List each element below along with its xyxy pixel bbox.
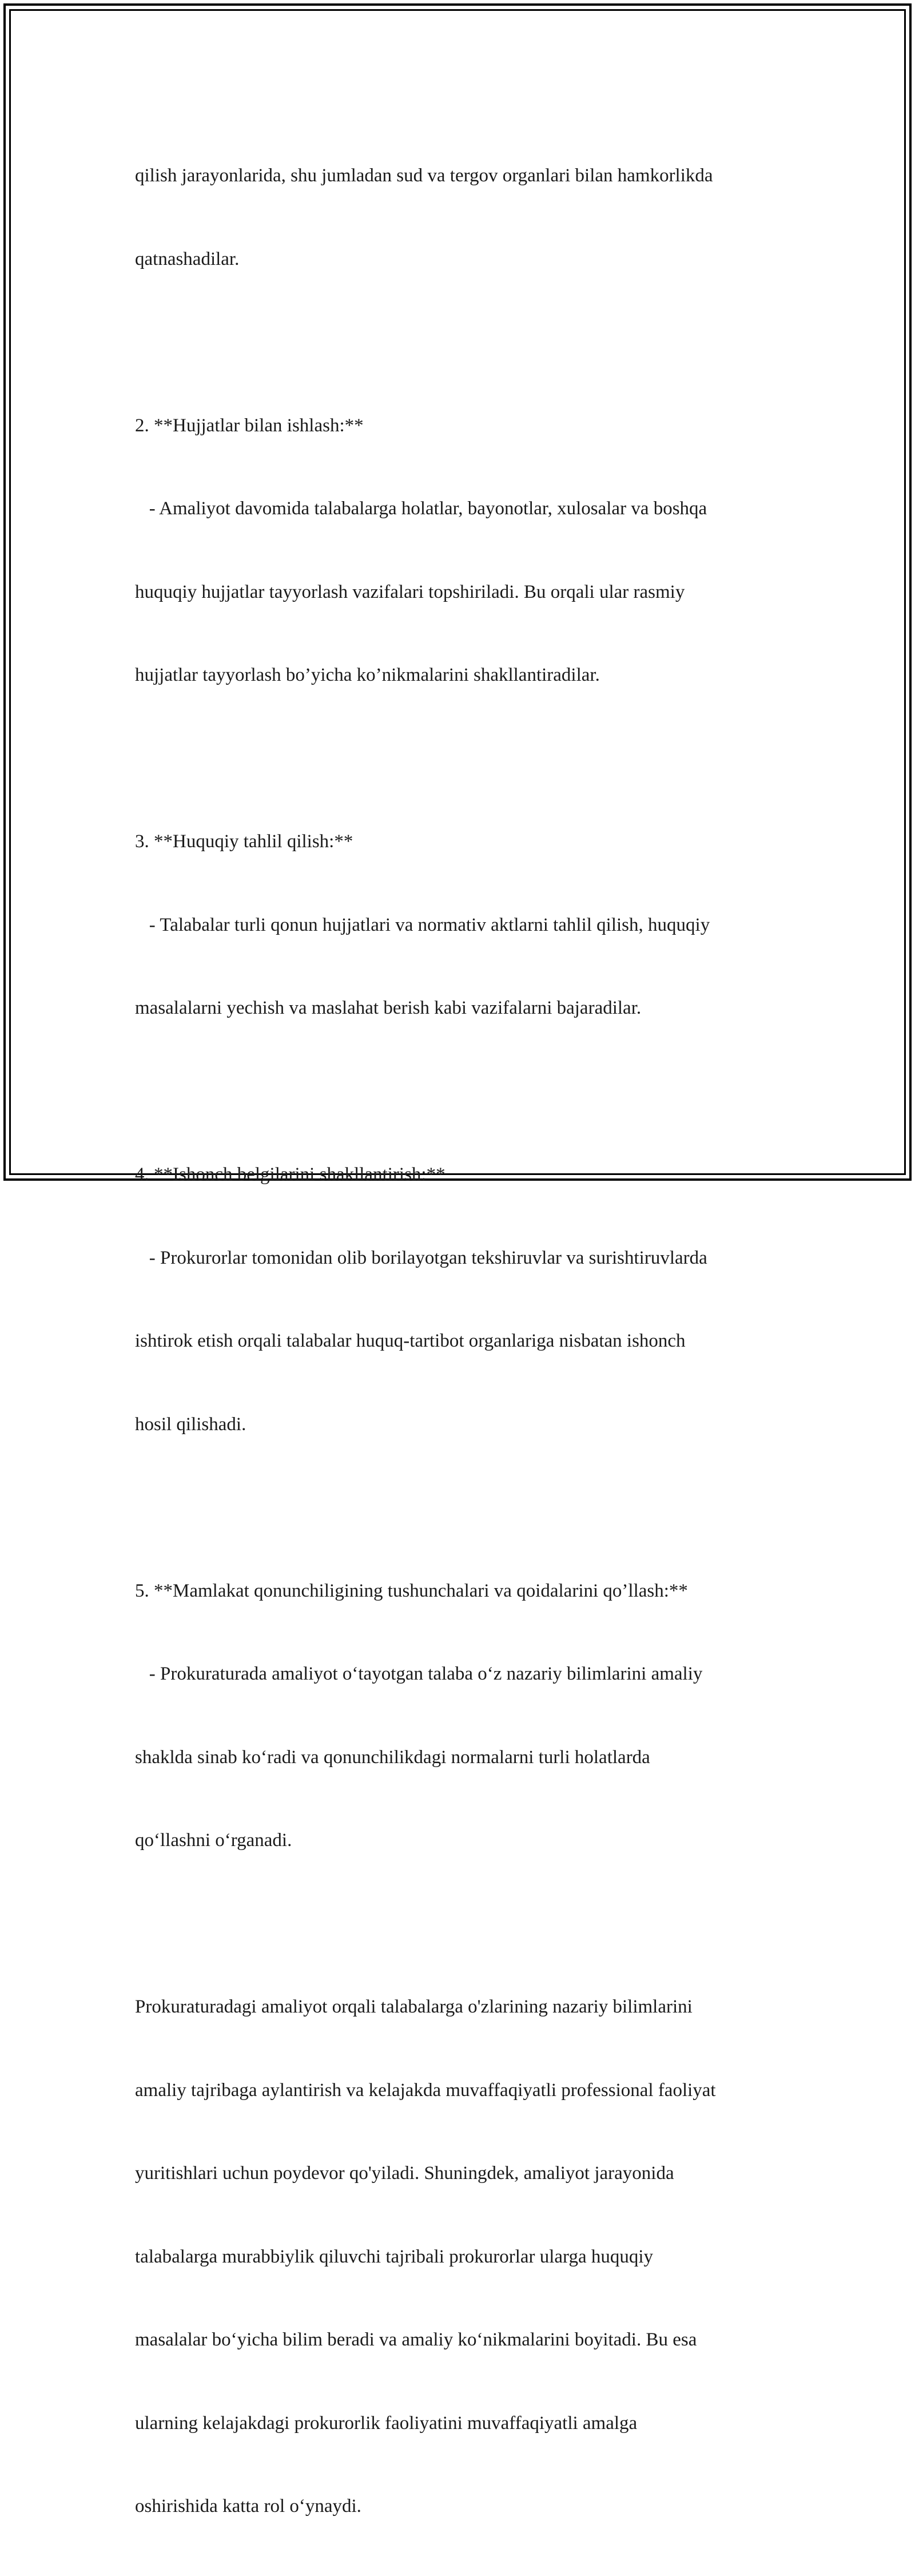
text-line: talabalarga murabbiylik qiluvchi tajribali prokurorlar ularga huquqiy — [135, 2246, 654, 2267]
text-line: hujjatlar tayyorlash bo’yicha ko’nikmalarini shakllantiradilar. — [135, 665, 600, 685]
conclusion-paragraph — [135, 1938, 793, 2576]
section-4 — [135, 1105, 793, 1494]
paragraph-gap — [135, 1910, 793, 1938]
text-line: Prokuraturadagi amaliyot orqali talabalarga o'zlarining nazariy bilimlarini — [135, 1997, 693, 2017]
text-line: hosil qilishadi. — [135, 1414, 246, 1435]
document-body — [135, 106, 793, 2576]
text-line: qo‘llashni o‘rganadi. — [135, 1830, 292, 1851]
section-5 — [135, 1522, 793, 1910]
text-line: ishtirok etish orqali talabalar huquq-tartibot organlariga nisbatan ishonch — [135, 1331, 686, 1351]
paragraph-gap — [135, 1494, 793, 1522]
section-heading: 3. **Huquqiy tahlil qilish:** — [135, 831, 353, 852]
section-2 — [135, 356, 793, 745]
paragraph-gap — [135, 745, 793, 773]
text-line: - Prokuraturada amaliyot o‘tayotgan talaba o‘z nazariy bilimlarini amaliy — [135, 1664, 703, 1684]
section-heading: 5. **Mamlakat qonunchiligining tushunchalari va qoidalarini qo’llash:** — [135, 1580, 688, 1601]
text-line: ularning kelajakdagi prokurorlik faoliyatini muvaffaqiyatli amalga — [135, 2412, 638, 2434]
text-line: qilish jarayonlarida, shu jumladan sud va tergov organlari bilan hamkorlikda — [135, 165, 713, 186]
intro-paragraph — [135, 106, 793, 328]
text-line: qatnashadilar. — [135, 248, 240, 269]
text-line: shaklda sinab ko‘radi va qonunchilikdagi normalarni turli holatlarda — [135, 1747, 650, 1768]
text-line: amaliy tajribaga aylantirish va kelajakda muvaffaqiyatli professional faoliyat — [135, 2079, 716, 2101]
section-heading: 2. **Hujjatlar bilan ishlash:** — [135, 415, 364, 436]
text-line: - Prokurorlar tomonidan olib borilayotgan tekshiruvlar va surishtiruvlarda — [135, 1247, 707, 1268]
paragraph-gap — [135, 1078, 793, 1106]
text-line: - Talabalar turli qonun hujjatlari va normativ aktlarni tahlil qilish, huquqiy — [135, 914, 710, 935]
section-heading: 4. **Ishonch belgilarini shakllantirish:** — [135, 1164, 445, 1185]
text-line: masalalar bo‘yicha bilim beradi va amaliy ko‘nikmalarini boyitadi. Bu esa — [135, 2329, 697, 2350]
text-line: huquqiy hujjatlar tayyorlash vazifalari topshiriladi. Bu orqali ular rasmiy — [135, 581, 685, 602]
text-line: - Amaliyot davomida talabalarga holatlar, bayonotlar, xulosalar va boshqa — [135, 498, 707, 519]
text-line: masalalarni yechish va maslahat berish kabi vazifalarni bajaradilar. — [135, 998, 642, 1018]
text-line: yuritishlari uchun poydevor qo'yiladi. Shuningdek, amaliyot jarayonida — [135, 2163, 674, 2184]
section-3 — [135, 772, 793, 1078]
text-line: oshirishida katta rol o‘ynaydi. — [135, 2496, 361, 2517]
paragraph-gap — [135, 328, 793, 356]
